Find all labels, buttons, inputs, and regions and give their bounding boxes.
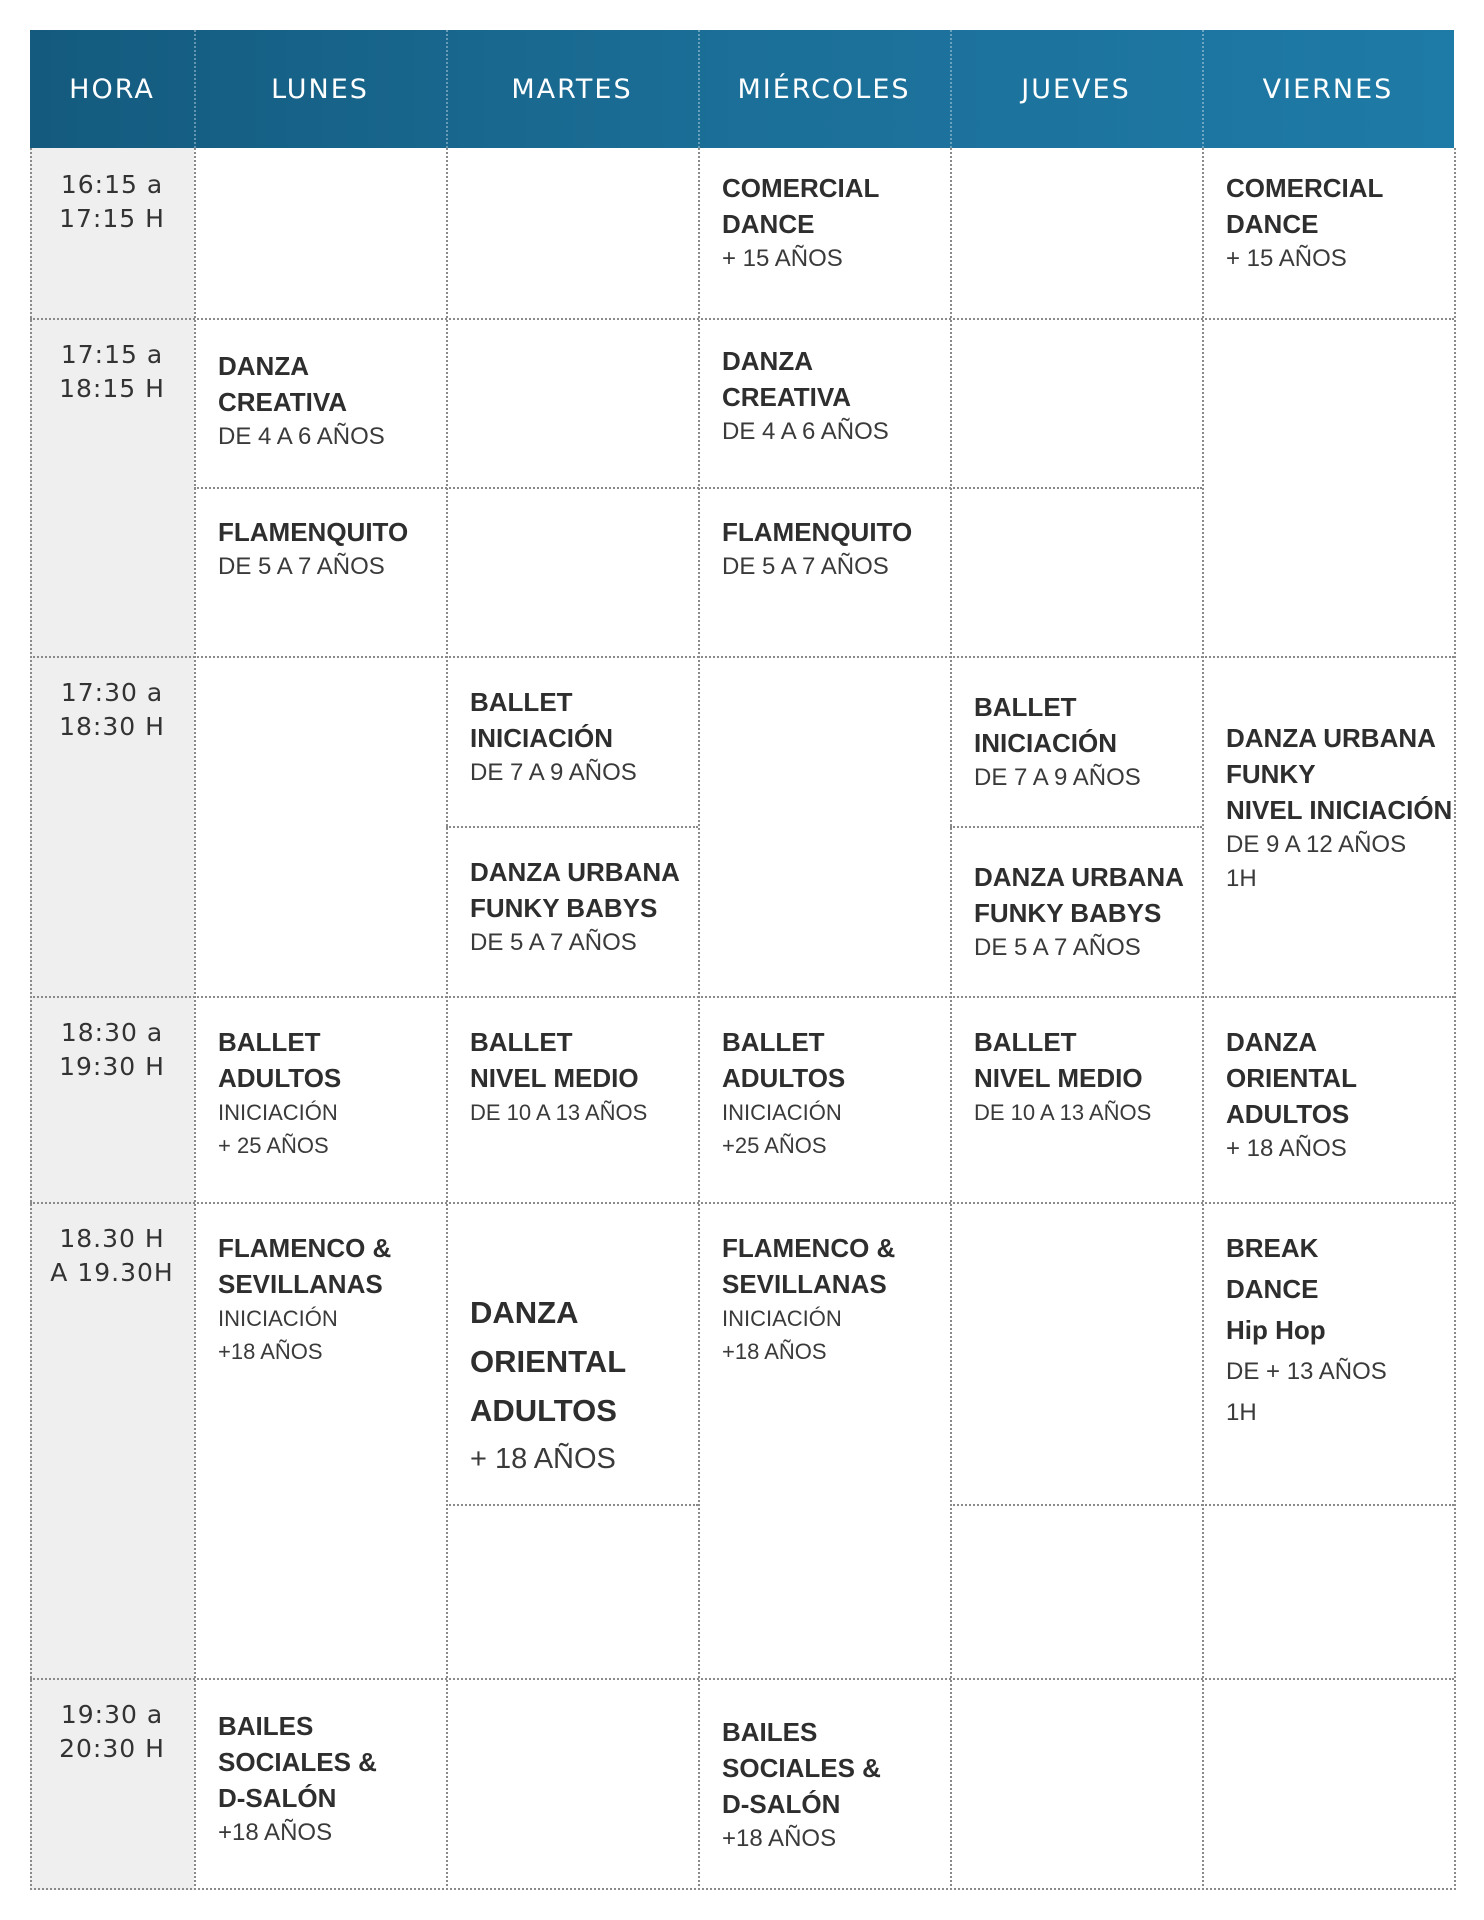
class-comercial-dance-viernes: COMERCIAL DANCE + 15 AÑOS [1226, 173, 1384, 272]
header-martes: MARTES [511, 73, 633, 105]
class-danza-oriental-viernes: DANZA ORIENTAL ADULTOS + 18 AÑOS [1226, 1027, 1357, 1162]
time-slot-4: 18:30 a 19:30 H [59, 1018, 165, 1081]
time-slot-6: 19:30 a 20:30 H [59, 1700, 165, 1763]
header-miercoles: MIÉRCOLES [737, 73, 911, 105]
time-slot-2: 17:15 a 18:15 H [59, 340, 165, 403]
header-hora: HORA [69, 73, 155, 105]
class-ballet-iniciacion-jueves: BALLET INICIACIÓN DE 7 A 9 AÑOS [974, 692, 1141, 791]
time-slot-1: 16:15 a 17:15 H [59, 170, 165, 233]
header-jueves: JUEVES [1021, 73, 1131, 105]
header-viernes: VIERNES [1262, 73, 1394, 105]
class-danza-urbana-funky-babys-jueves: DANZA URBANA FUNKY BABYS DE 5 A 7 AÑOS [974, 862, 1184, 961]
class-bailes-sociales-miercoles: BAILES SOCIALES & D-SALÓN +18 AÑOS [722, 1717, 881, 1852]
class-ballet-adultos-lunes: BALLET ADULTOS INICIACIÓN + 25 AÑOS [218, 1027, 342, 1158]
class-ballet-iniciacion-martes: BALLET INICIACIÓN DE 7 A 9 AÑOS [470, 687, 637, 786]
time-slot-3: 17:30 a 18:30 H [59, 678, 165, 741]
class-flamenquito-miercoles: FLAMENQUITO DE 5 A 7 AÑOS [722, 517, 913, 580]
header-lunes: LUNES [271, 73, 369, 105]
class-danza-urbana-funky-babys-martes: DANZA URBANA FUNKY BABYS DE 5 A 7 AÑOS [470, 857, 680, 956]
class-ballet-nivel-medio-martes: BALLET NIVEL MEDIO DE 10 A 13 AÑOS [470, 1027, 648, 1125]
class-flamenco-sevillanas-lunes: FLAMENCO & SEVILLANAS INICIACIÓN +18 AÑOS [218, 1233, 392, 1364]
timetable [30, 30, 1454, 1890]
class-ballet-nivel-medio-jueves: BALLET NIVEL MEDIO DE 10 A 13 AÑOS [974, 1027, 1152, 1125]
class-ballet-adultos-miercoles: BALLET ADULTOS INICIACIÓN +25 AÑOS [722, 1027, 846, 1158]
class-danza-creativa-lunes: DANZA CREATIVA DE 4 A 6 AÑOS [218, 351, 385, 450]
class-flamenquito-lunes: FLAMENQUITO DE 5 A 7 AÑOS [218, 517, 409, 580]
class-bailes-sociales-lunes: BAILES SOCIALES & D-SALÓN +18 AÑOS [218, 1711, 377, 1846]
time-slot-5: 18.30 H A 19.30H [50, 1224, 174, 1287]
class-danza-urbana-funky-viernes: DANZA URBANA FUNKY NIVEL INICIACIÓN DE 9 A 12 AÑOS 1H [1226, 723, 1453, 892]
class-danza-creativa-miercoles: DANZA CREATIVA DE 4 A 6 AÑOS [722, 346, 889, 445]
class-comercial-dance-miercoles: COMERCIAL DANCE + 15 AÑOS [722, 173, 880, 272]
class-danza-oriental-martes: DANZA ORIENTAL ADULTOS + 18 AÑOS [470, 1295, 627, 1475]
class-flamenco-sevillanas-miercoles: FLAMENCO & SEVILLANAS INICIACIÓN +18 AÑOS [722, 1233, 896, 1364]
class-break-dance-viernes: BREAK DANCE Hip Hop DE + 13 AÑOS 1H [1226, 1233, 1387, 1426]
